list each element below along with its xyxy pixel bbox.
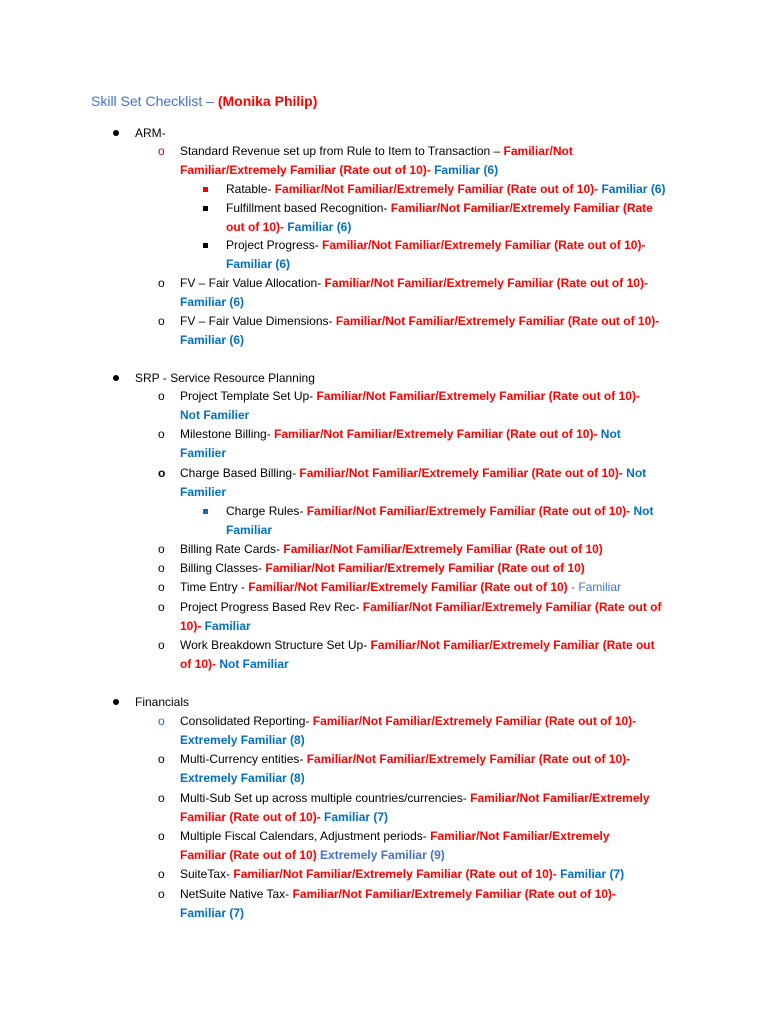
circle-bullet-icon: o [158,389,165,403]
list-item-cont: Familiar (6) [180,295,245,309]
list-item: Fulfillment based Recognition- Familiar/Not Familiar/Extremely Familiar (Rate [226,201,653,215]
list-item: FV – Fair Value Dimensions- Familiar/Not Familiar/Extremely Familiar (Rate out of 10)- [180,314,660,328]
list-item: SuiteTax- Familiar/Not Familiar/Extremely Familiar (Rate out of 10)- Familiar (7) [180,867,625,881]
circle-bullet-icon: o [158,791,165,805]
section-heading-srp: SRP - Service Resource Planning [135,371,315,385]
circle-bullet-icon: o [158,276,165,290]
circle-bullet-icon: o [158,867,165,881]
circle-bullet-icon: o [158,752,165,766]
list-item-cont: Extremely Familiar (8) [180,733,305,747]
circle-bullet-icon: o [158,600,165,614]
list-item-cont: Familiar (Rate out of 10)- Familiar (7) [180,810,389,824]
list-item: Standard Revenue set up from Rule to Item to Transaction – Familiar/Not [180,144,573,158]
list-item: Milestone Billing- Familiar/Not Familiar/Extremely Familiar (Rate out of 10)- Not [180,427,621,441]
list-item: Consolidated Reporting- Familiar/Not Familiar/Extremely Familiar (Rate out of 10)- [180,714,637,728]
section-heading-arm: ARM- [135,126,166,140]
list-item: Time Entry - Familiar/Not Familiar/Extremely Familiar (Rate out of 10) - Familiar [180,580,622,594]
bullet-dot-icon [113,699,119,705]
circle-bullet-icon: o [158,714,165,728]
list-item-cont: Familiar [226,523,273,537]
list-item-cont: 10)- Familiar [180,619,251,633]
circle-bullet-icon: o [158,580,165,594]
list-item: Multi-Sub Set up across multiple countries/currencies- Familiar/Not Familiar/Extremely [180,791,650,805]
circle-bullet-icon: o [158,887,165,901]
circle-bullet-icon: o [158,638,165,652]
list-item: Charge Rules- Familiar/Not Familiar/Extremely Familiar (Rate out of 10)- Not [226,504,654,518]
list-item: FV – Fair Value Allocation- Familiar/Not Familiar/Extremely Familiar (Rate out of 10)- [180,276,648,290]
list-item: Billing Rate Cards- Familiar/Not Familiar/Extremely Familiar (Rate out of 10) [180,542,603,556]
list-item-cont: Extremely Familiar (8) [180,771,305,785]
list-item: NetSuite Native Tax- Familiar/Not Familiar/Extremely Familiar (Rate out of 10)- [180,887,616,901]
list-item: Multiple Fiscal Calendars, Adjustment periods- Familiar/Not Familiar/Extremely [180,829,610,843]
list-item: Billing Classes- Familiar/Not Familiar/Extremely Familiar (Rate out of 10) [180,561,585,575]
square-bullet-icon [203,187,208,192]
square-bullet-icon [203,206,208,211]
circle-bullet-icon: o [158,314,165,328]
circle-bullet-icon: o [158,829,165,843]
list-item: Charge Based Billing- Familiar/Not Familiar/Extremely Familiar (Rate out of 10)- Not [180,466,647,480]
circle-bullet-icon: o [158,144,165,158]
circle-bullet-icon: o [158,427,165,441]
list-item-cont: of 10)- Not Familiar [180,657,289,671]
list-item-cont: out of 10)- Familiar (6) [226,220,352,234]
list-item: Ratable- Familiar/Not Familiar/Extremely Familiar (Rate out of 10)- Familiar (6) [226,182,666,196]
bullet-dot-icon [113,375,119,381]
bullet-dot-icon [113,130,119,136]
list-item-cont: Not Familier [180,408,250,422]
circle-bullet-icon: o [158,561,165,575]
square-bullet-icon [203,243,208,248]
list-item-cont: Familiar (6) [180,333,245,347]
list-item: Project Progress Based Rev Rec- Familiar/Not Familiar/Extremely Familiar (Rate out of [180,600,662,614]
square-bullet-icon [203,509,208,514]
list-item-cont: Familiar (Rate out of 10) Extremely Familiar (9) [180,848,445,862]
list-item: Project Template Set Up- Familiar/Not Familiar/Extremely Familiar (Rate out of 10)- [180,389,640,403]
section-heading-financials: Financials [135,695,190,709]
list-item-cont: Familiar/Extremely Familiar (Rate out of 10)- Familiar (6) [180,163,499,177]
list-item-cont: Familiar (6) [226,257,291,271]
title-prefix: Skill Set Checklist – [91,93,218,109]
circle-bullet-icon: o [158,466,166,480]
list-item-cont: Familiar (7) [180,906,245,920]
title-name: (Monika Philip) [217,93,318,109]
circle-bullet-icon: o [158,542,165,556]
list-item: Multi-Currency entities- Familiar/Not Familiar/Extremely Familiar (Rate out of 10)- [180,752,631,766]
list-item-cont: Familier [180,485,227,499]
page-title [91,93,317,109]
list-item: Project Progress- Familiar/Not Familiar/Extremely Familiar (Rate out of 10)- [226,238,646,252]
list-item-cont: Familier [180,446,227,460]
list-item: Work Breakdown Structure Set Up- Familiar/Not Familiar/Extremely Familiar (Rate out [180,638,655,652]
